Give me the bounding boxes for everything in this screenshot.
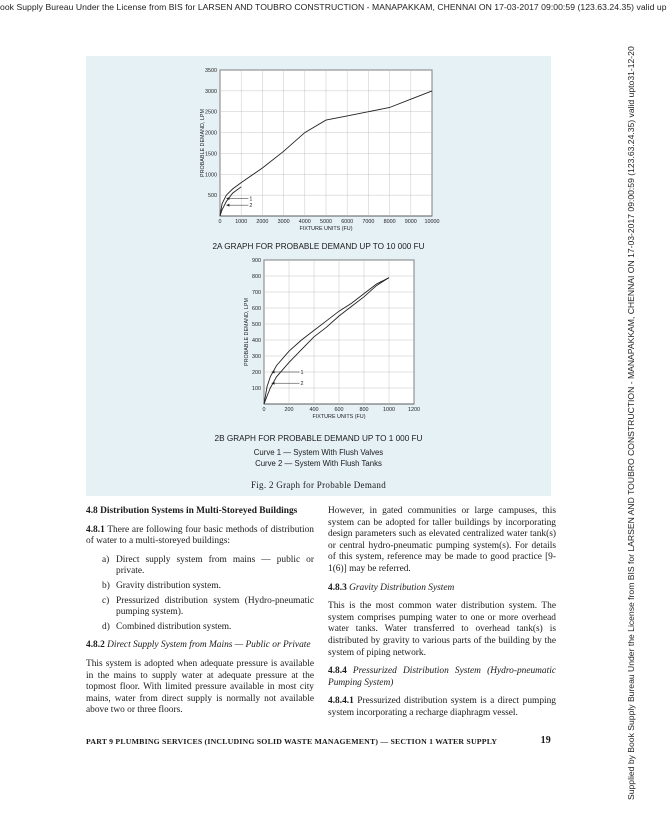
list-marker: d)	[102, 621, 110, 632]
para-text: Pressurized distribution system is a direct pumping system incorporating a recharge diaphragm vessel.	[328, 696, 556, 718]
chart-2a-title: 2A GRAPH FOR PROBABLE DEMAND UP TO 10 000 FU	[212, 242, 425, 251]
x-tick-label: 2000	[256, 219, 269, 225]
x-tick-label: 8000	[383, 219, 396, 225]
y-tick-label: 1500	[205, 151, 217, 158]
y-axis-label: PROBABLE DEMAND, LPM	[200, 109, 206, 177]
y-tick-label: 500	[208, 193, 217, 200]
chart-2b	[238, 254, 418, 424]
page-number: 19	[540, 735, 551, 746]
x-tick-label: 5000	[320, 219, 332, 225]
clause-title: Direct Supply System from Mains — Public or Private	[104, 640, 311, 651]
y-tick-label: 300	[252, 354, 261, 360]
list-item	[86, 596, 314, 619]
y-tick-label: 900	[252, 258, 261, 264]
clause-number: 4.8.4	[328, 666, 347, 677]
list-text: Gravity distribution system.	[116, 580, 221, 591]
license-watermark-side: Supplied by Book Supply Bureau Under the License from BIS for LARSEN AND TOUBRO CONSTRUCTION - MANAPAKKAM, CHENNAI ON 17-03-2017 09:00:59 (123.63.24.35) valid upto31-12-20	[626, 46, 636, 800]
x-tick-label: 1000	[383, 407, 395, 413]
para-4-8-1	[86, 525, 314, 548]
x-tick-label: 3000	[277, 219, 290, 225]
x-tick-label: 1000	[235, 219, 248, 225]
curve-label: 1	[249, 196, 253, 203]
curve-label: 2	[300, 381, 304, 388]
x-tick-label: 0	[218, 219, 222, 225]
curve-label: 2	[249, 203, 253, 210]
y-tick-label: 2500	[205, 109, 217, 116]
x-axis-label: FIXTURE UNITS (FU)	[312, 414, 366, 420]
list-item	[86, 581, 314, 593]
y-tick-label: 3000	[205, 88, 217, 95]
clause-title: Pressurized Distribution System (Hydro-pneumatic Pumping System)	[328, 666, 556, 688]
x-tick-label: 6000	[341, 219, 354, 225]
x-tick-label: 10000	[424, 219, 440, 225]
curve-label: 1	[300, 370, 304, 376]
figure-title: Fig. 2 Graph for Probable Demand	[250, 480, 387, 490]
x-tick-label: 7000	[362, 219, 375, 225]
page-footer	[86, 737, 551, 746]
footer-text: PART 9 PLUMBING SERVICES (INCLUDING SOLID WASTE MANAGEMENT) — SECTION 1 WATER SUPPLY	[86, 737, 498, 746]
list-text: Pressurized distribution system (Hydro-pneumatic pumping system).	[116, 595, 314, 618]
figure-panel	[86, 56, 551, 496]
license-watermark-top: ook Supply Bureau Under the License from BIS for LARSEN AND TOUBRO CONSTRUCTION - MANAPAKKAM, CHENNAI ON 17-03-2017 09:00:59 (123.63.24.35) valid up	[0, 2, 667, 12]
list-item	[86, 555, 314, 578]
y-tick-label: 500	[252, 322, 261, 328]
x-tick-label: 800	[359, 407, 369, 413]
list-marker: a)	[102, 554, 110, 565]
y-tick-label: 200	[252, 370, 261, 376]
heading-4-8-3	[328, 583, 556, 595]
list-marker: b)	[102, 580, 110, 591]
clause-number: 4.8.4.1	[328, 696, 354, 707]
clause-number: 4.8.1	[86, 524, 105, 535]
y-tick-label: 700	[252, 290, 261, 296]
x-tick-label: 0	[262, 407, 266, 413]
para-continued: However, in gated communities or large campuses, this system can be adopted for taller buildings by incorporating design parameters such as elevated centralized water tank(s) or central hydro-pneumatic pumping system(s). For details of this system, reference may be made to good practice [9-1(6)] may be referred.	[328, 506, 556, 574]
x-tick-label: 600	[334, 407, 344, 413]
x-tick-label: 9000	[404, 219, 417, 225]
x-tick-label: 4000	[298, 219, 311, 225]
y-tick-label: 400	[252, 338, 261, 344]
chart-2a	[186, 62, 446, 238]
y-tick-label: 1000	[205, 172, 217, 179]
heading-4-8-2	[86, 640, 314, 652]
chart-2a-svg	[186, 62, 446, 238]
chart-2b-title: 2B GRAPH FOR PROBABLE DEMAND UP TO 1 000 FU	[214, 434, 423, 443]
left-column	[86, 506, 314, 724]
y-tick-label: 3500	[205, 68, 217, 74]
clause-number: 4.8.2	[86, 640, 105, 651]
y-axis-label: PROBABLE DEMAND, LPM	[244, 298, 250, 366]
para-4-8-3: This is the most common water distribution system. The system comprises pumping water to one or more overhead water tanks. Water transferred to overhead tank(s) is distributed by gravity to various parts of the building by the system of piping network.	[328, 601, 556, 658]
list-marker: c)	[102, 595, 110, 606]
methods-list	[86, 555, 314, 634]
list-item	[86, 622, 314, 634]
para-4-8-4-1	[328, 696, 556, 719]
x-axis-label: FIXTURE UNITS (FU)	[299, 226, 353, 232]
x-tick-label: 200	[284, 407, 294, 413]
y-tick-label: 800	[252, 274, 261, 280]
x-tick-label: 400	[309, 407, 319, 413]
x-tick-label: 1200	[408, 407, 420, 413]
clause-number: 4.8.3	[328, 582, 347, 593]
para-4-8-2: This system is adopted when adequate pressure is available in the mains to supply water at adequate pressure at the topmost floor. With limited pressure available in most city mains, water from direct supply is normally not available above two or three floors.	[86, 658, 314, 716]
para-text: There are following four basic methods of distribution of water to a multi-storeyed buildings:	[86, 524, 314, 547]
legend-curve-1: Curve 1 — System With Flush Valves	[253, 448, 384, 457]
y-tick-label: 2000	[205, 130, 217, 137]
list-text: Combined distribution system.	[116, 621, 232, 632]
heading-4-8-4	[328, 666, 556, 689]
chart-2b-svg	[238, 254, 418, 424]
y-tick-label: 600	[252, 306, 261, 312]
legend-curve-2: Curve 2 — System With Flush Tanks	[255, 459, 382, 468]
list-text: Direct supply system from mains — public or private.	[116, 554, 314, 577]
right-column	[328, 506, 556, 727]
y-tick-label: 100	[252, 386, 261, 392]
clause-title: Gravity Distribution System	[346, 582, 455, 593]
heading-4-8: 4.8 Distribution Systems in Multi-Storeyed Buildings	[86, 506, 298, 516]
